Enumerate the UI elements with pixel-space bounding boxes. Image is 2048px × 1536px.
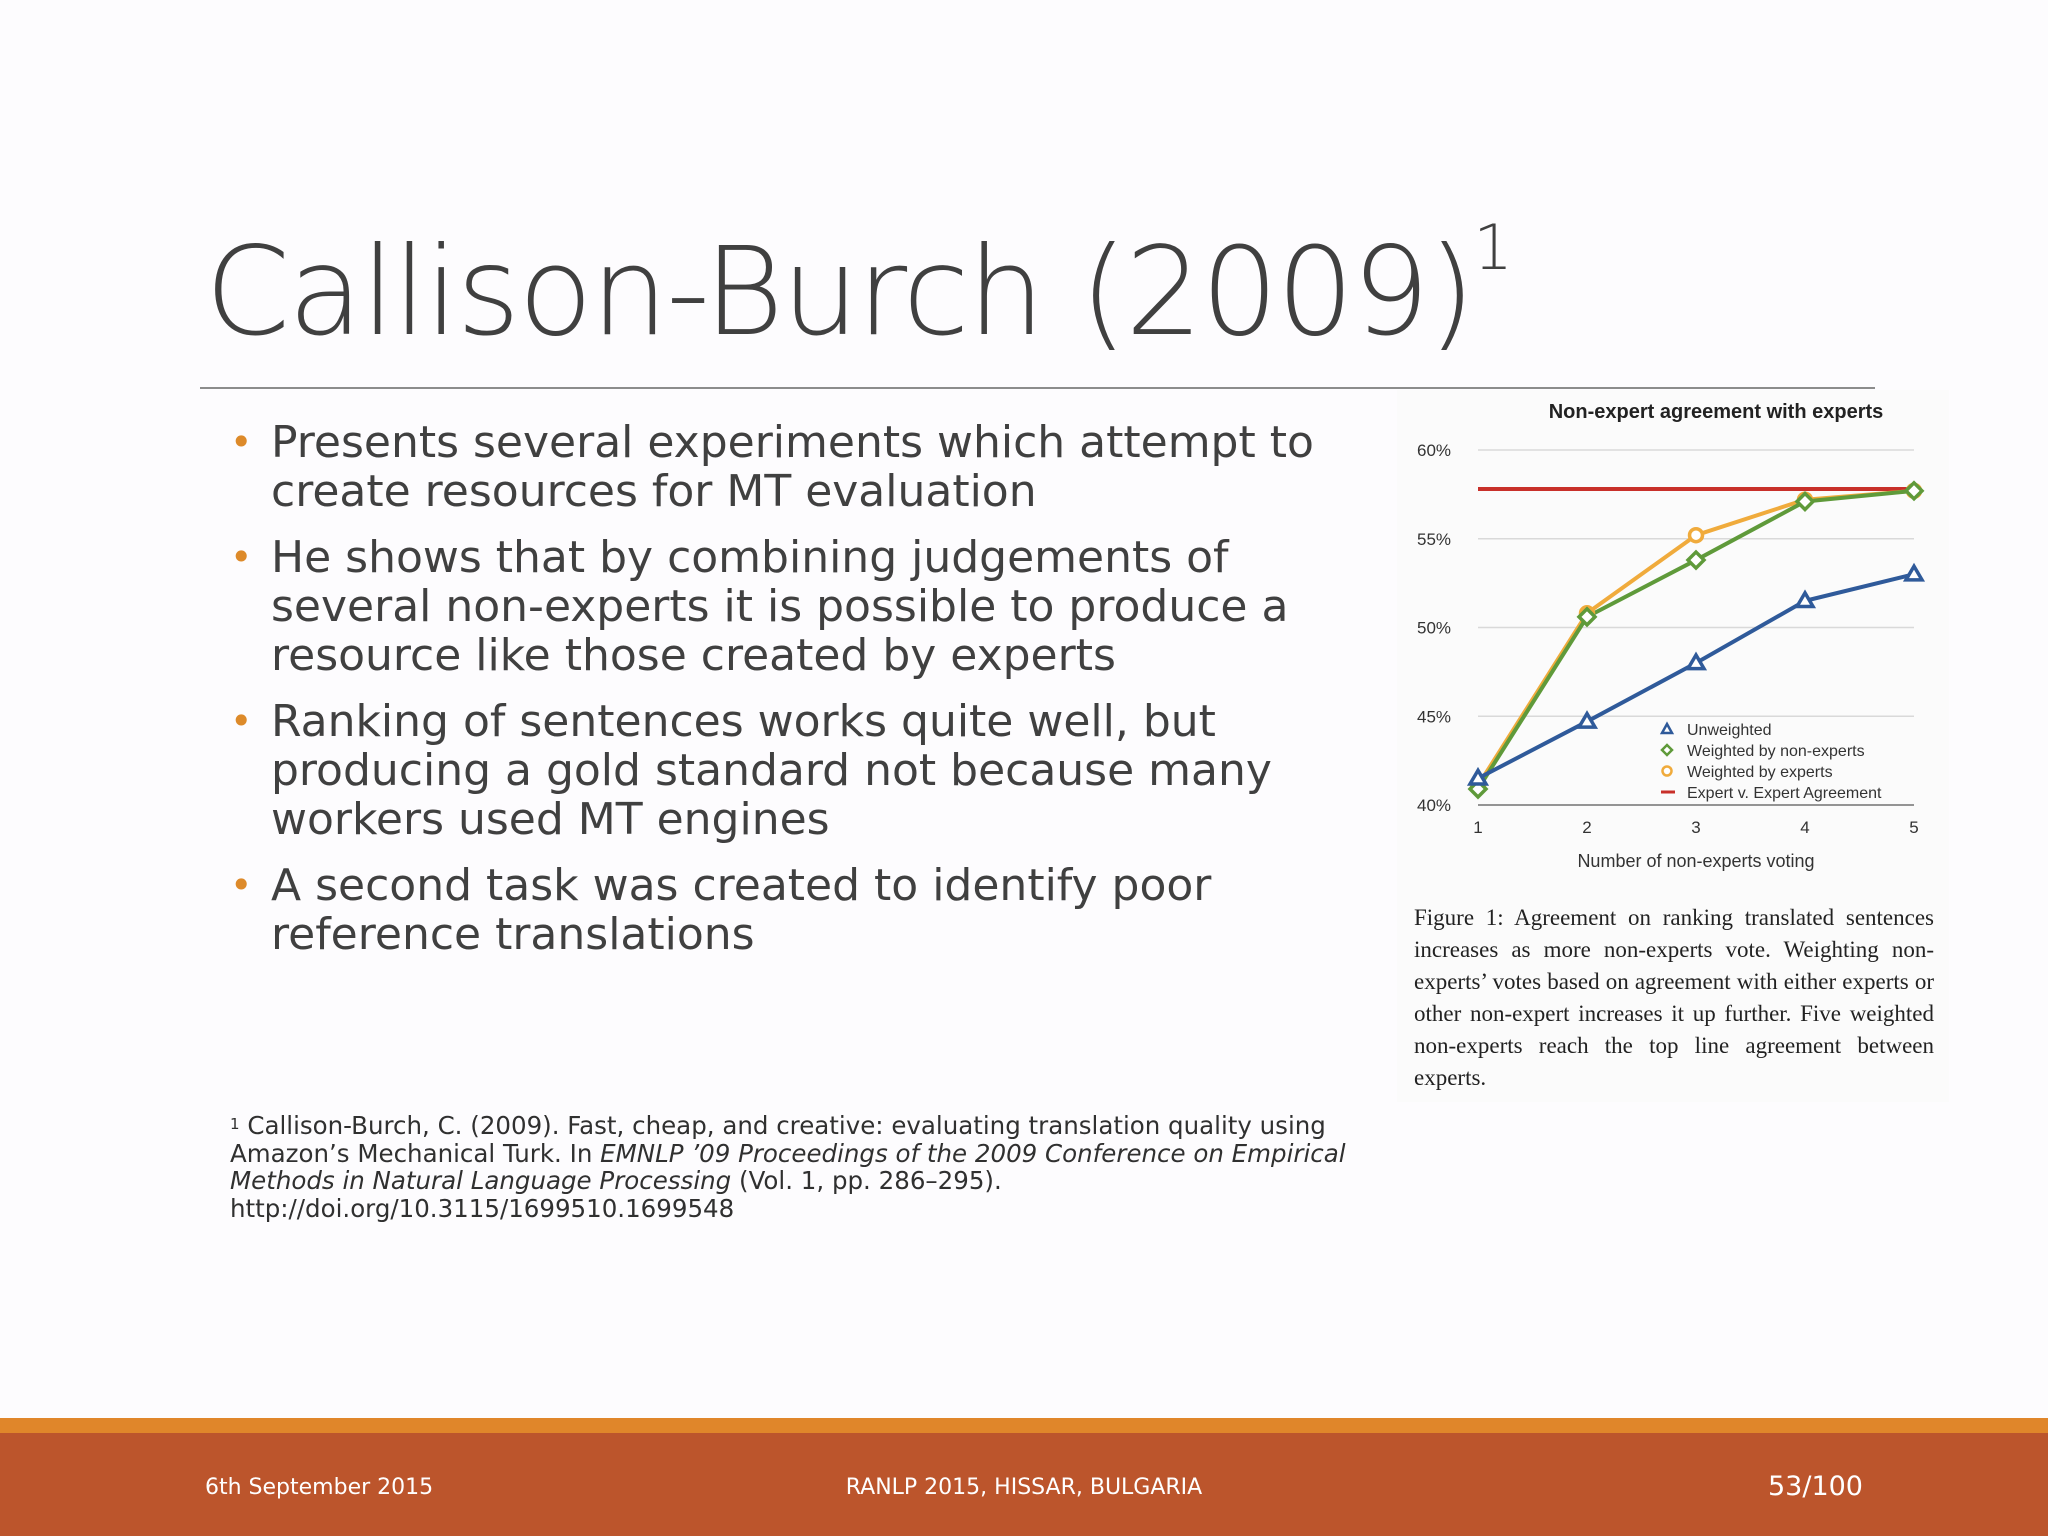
footnote-venue: EMNLP ’09 Proceedings of the 2009 Conference on Empirical Methods in Natural Language Processing [230, 1138, 1346, 1195]
x-tick-label: 1 [1473, 818, 1483, 837]
legend-label: Unweighted [1687, 722, 1772, 739]
x-tick-label: 2 [1582, 818, 1592, 837]
chart-title: Non-expert agreement with experts [1548, 401, 1884, 423]
y-tick-label: 40% [1417, 796, 1452, 815]
bullet-dot-icon: • [230, 535, 253, 579]
legend-swatch-diamond [1662, 745, 1672, 755]
bullet-item [230, 861, 1360, 959]
data-point-circle [1690, 529, 1703, 542]
data-point-triangle [1470, 770, 1486, 784]
legend-swatch-triangle [1662, 724, 1672, 733]
figure-panel [1397, 390, 1949, 1102]
bullet-dot-icon: • [230, 863, 253, 907]
x-axis-title: Number of non-experts voting [1577, 851, 1815, 871]
footnote-text-1: Callison-Burch, C. (2009). Fast, cheap, and creative: evaluating translation quality using Amazon’s Mechanical Turk. In [230, 1111, 1326, 1168]
y-tick-label: 60% [1417, 441, 1452, 460]
footer-event: RANLP 2015, HISSAR, BULGARIA [845, 1475, 1203, 1500]
slide-title-text: Callison-Burch (2009) [205, 221, 1474, 363]
data-point-diamond [1688, 552, 1704, 568]
data-point-triangle [1797, 593, 1813, 607]
bullet-text: Presents several experiments which attempt to create resources for MT evaluation [271, 417, 1314, 517]
slide-title [205, 211, 1513, 363]
footnote-doi-link[interactable]: http://doi.org/10.3115/1699510.1699548 [230, 1193, 735, 1223]
bullet-text: Ranking of sentences works quite well, but producing a gold standard not because many workers used MT engines [271, 696, 1272, 845]
legend-label: Weighted by non-experts [1687, 743, 1865, 760]
bullet-dot-icon: • [230, 420, 253, 464]
title-divider [200, 387, 1875, 389]
agreement-line-chart [1397, 390, 1949, 890]
page-number: 53/100 [1768, 1471, 1863, 1502]
data-point-triangle [1688, 655, 1704, 669]
bullet-list [230, 418, 1360, 976]
x-tick-label: 3 [1691, 818, 1701, 837]
x-tick-label: 4 [1800, 818, 1810, 837]
x-tick-label: 5 [1909, 818, 1919, 837]
figure-caption: Figure 1: Agreement on ranking translated sentences increases as more non-experts vote. Weighting non-experts’ votes based on agreement with either experts or other non-expert increases it up further. Five weighted non-experts reach the top line agreement between experts. [1414, 905, 1934, 1090]
title-footnote-marker: 1 [1473, 211, 1513, 284]
footnote [230, 1112, 1350, 1222]
footnote-text-2: (Vol. 1, pp. 286–295). [731, 1166, 1002, 1195]
footer-date: 6th September 2015 [205, 1475, 434, 1500]
y-tick-label: 55% [1417, 529, 1452, 549]
data-point-triangle [1906, 566, 1922, 580]
footer-accent-strip [0, 1418, 2048, 1433]
bullet-item [230, 697, 1360, 844]
y-tick-label: 45% [1417, 707, 1452, 727]
footnote-marker: 1 [230, 1115, 240, 1133]
bullet-item [230, 533, 1360, 680]
legend-label: Expert v. Expert Agreement [1687, 785, 1882, 802]
footer-bar [0, 1433, 2048, 1536]
bullet-dot-icon: • [230, 699, 253, 743]
bullet-item [230, 418, 1360, 516]
bullet-text: He shows that by combining judgements of several non-experts it is possible to produce a resource like those created by experts [271, 532, 1289, 681]
bullet-text: A second task was created to identify poor reference translations [271, 860, 1212, 960]
legend-label: Weighted by experts [1687, 764, 1833, 781]
y-tick-label: 50% [1417, 618, 1452, 638]
legend-swatch-circle [1663, 767, 1672, 776]
